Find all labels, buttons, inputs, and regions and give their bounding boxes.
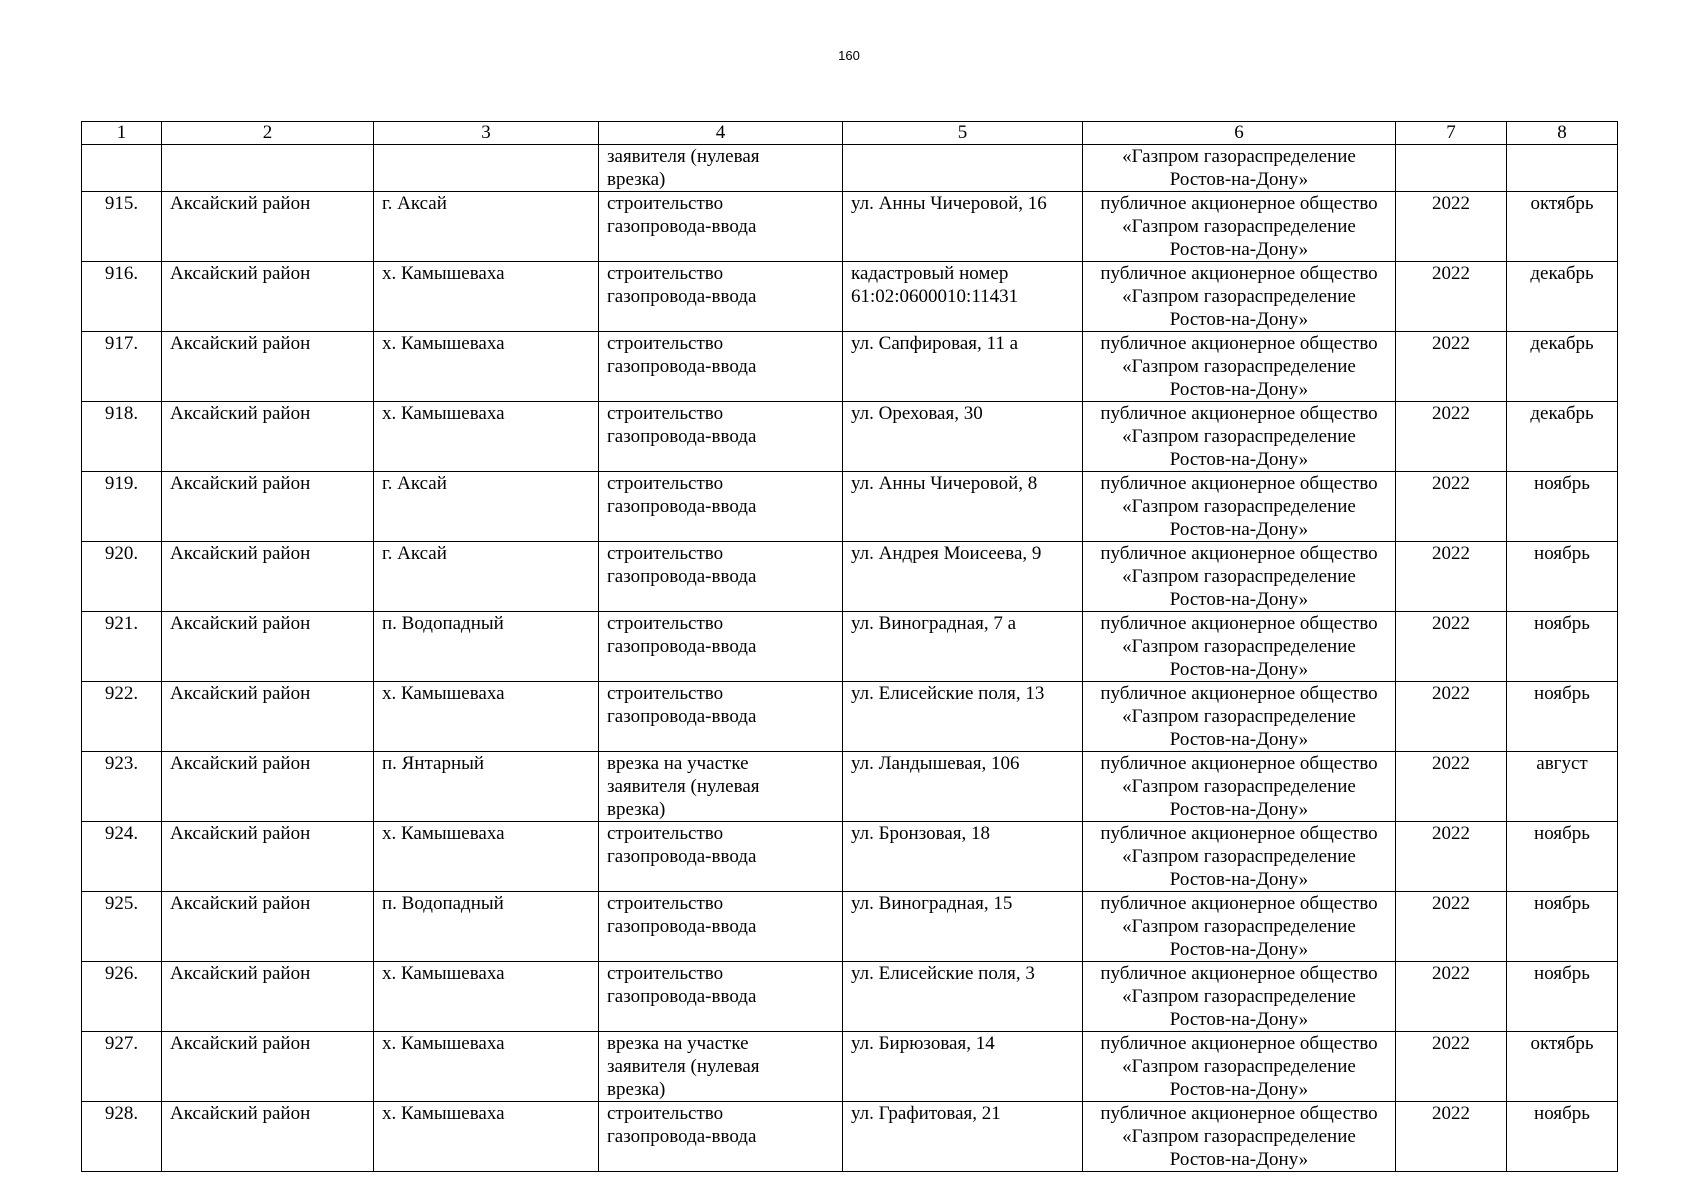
cell-settlement: п. Водопадный [374,892,599,962]
cell-year: 2022 [1396,542,1507,612]
cell-year: 2022 [1396,822,1507,892]
cell-year: 2022 [1396,962,1507,1032]
org-line: публичное акционерное общество [1100,753,1378,774]
column-header: 7 [1396,122,1507,145]
cell-district [162,145,374,192]
cell-work [599,262,843,332]
cell-month: ноябрь [1507,472,1618,542]
org-line: публичное акционерное общество [1100,403,1378,424]
work-line: заявителя (нулевая [607,146,760,167]
work-line: строительство [607,683,724,704]
cell-settlement [374,145,599,192]
cell-month: декабрь [1507,402,1618,472]
org-line: публичное акционерное общество [1100,263,1378,284]
org-line: Ростов-на-Дону» [1169,729,1309,750]
org-line: Ростов-на-Дону» [1169,1079,1309,1100]
cell-district: Аксайский район [162,752,374,822]
cell-organization [1083,332,1396,402]
work-line: врезка) [607,169,666,190]
org-line: Ростов-на-Дону» [1169,1149,1309,1170]
work-line: строительство [607,263,724,284]
work-line: строительство [607,613,724,634]
cell-address [843,962,1083,1032]
cell-work [599,1032,843,1102]
address-line: ул. Елисейские поля, 3 [851,963,1035,984]
cell-year: 2022 [1396,1102,1507,1172]
cell-work [599,472,843,542]
cell-num: 923. [82,752,162,822]
cell-year: 2022 [1396,682,1507,752]
table-row [82,682,1618,752]
cell-settlement: х. Камышеваха [374,402,599,472]
table-row [82,472,1618,542]
cell-num: 927. [82,1032,162,1102]
cell-address [843,822,1083,892]
cell-month: декабрь [1507,332,1618,402]
work-line: газопровода-ввода [607,216,757,237]
table-row [82,402,1618,472]
cell-organization [1083,682,1396,752]
cell-settlement: х. Камышеваха [374,822,599,892]
cell-address [843,752,1083,822]
cell-settlement: г. Аксай [374,542,599,612]
table-row [82,332,1618,402]
cell-district: Аксайский район [162,1102,374,1172]
cell-month: ноябрь [1507,612,1618,682]
cell-district: Аксайский район [162,612,374,682]
address-line: ул. Бронзовая, 18 [851,823,991,844]
column-header: 5 [843,122,1083,145]
cell-month: ноябрь [1507,822,1618,892]
cell-organization [1083,892,1396,962]
address-line: ул. Сапфировая, 11 а [851,333,1019,354]
org-line: «Газпром газораспределение [1122,426,1356,447]
cell-organization [1083,542,1396,612]
cell-district: Аксайский район [162,402,374,472]
cell-num: 915. [82,192,162,262]
org-line: Ростов-на-Дону» [1169,659,1309,680]
work-line: газопровода-ввода [607,706,757,727]
org-line: публичное акционерное общество [1100,473,1378,494]
register-table [81,121,1618,1172]
org-line: Ростов-на-Дону» [1169,519,1309,540]
cell-organization [1083,472,1396,542]
org-line: Ростов-на-Дону» [1169,239,1309,260]
org-line: Ростов-на-Дону» [1169,169,1309,190]
address-line: 61:02:0600010:11431 [851,286,1019,307]
address-line: ул. Виноградная, 7 а [851,613,1017,634]
cell-num: 924. [82,822,162,892]
table-row [82,542,1618,612]
cell-organization [1083,752,1396,822]
address-line: ул. Ландышевая, 106 [851,753,1020,774]
cell-num: 916. [82,262,162,332]
work-line: врезка) [607,799,666,820]
cell-month: ноябрь [1507,1102,1618,1172]
column-header: 6 [1083,122,1396,145]
cell-address [843,472,1083,542]
cell-month: ноябрь [1507,962,1618,1032]
table-row [82,1032,1618,1102]
address-line: ул. Елисейские поля, 13 [851,683,1045,704]
cell-year: 2022 [1396,192,1507,262]
cell-month: декабрь [1507,262,1618,332]
cell-year: 2022 [1396,332,1507,402]
org-line: публичное акционерное общество [1100,543,1378,564]
cell-address [843,402,1083,472]
cell-organization [1083,192,1396,262]
column-header: 1 [82,122,162,145]
work-line: строительство [607,473,724,494]
work-line: строительство [607,963,724,984]
org-line: Ростов-на-Дону» [1169,799,1309,820]
cell-settlement: х. Камышеваха [374,262,599,332]
work-line: газопровода-ввода [607,846,757,867]
table-row [82,612,1618,682]
address-line: ул. Графитовая, 21 [851,1103,1001,1124]
cell-address [843,262,1083,332]
cell-organization [1083,145,1396,192]
cell-year: 2022 [1396,892,1507,962]
cell-district: Аксайский район [162,472,374,542]
cell-work [599,892,843,962]
work-line: газопровода-ввода [607,356,757,377]
column-header: 2 [162,122,374,145]
address-line: ул. Виноградная, 15 [851,893,1013,914]
cell-num: 917. [82,332,162,402]
org-line: публичное акционерное общество [1100,1103,1378,1124]
cell-num: 928. [82,1102,162,1172]
table-row [82,892,1618,962]
cell-num [82,145,162,192]
cell-organization [1083,262,1396,332]
org-line: «Газпром газораспределение [1122,1126,1356,1147]
org-line: публичное акционерное общество [1100,963,1378,984]
cell-num: 922. [82,682,162,752]
org-line: публичное акционерное общество [1100,613,1378,634]
table-row [82,1102,1618,1172]
work-line: газопровода-ввода [607,636,757,657]
cell-district: Аксайский район [162,192,374,262]
cell-address [843,892,1083,962]
work-line: газопровода-ввода [607,566,757,587]
work-line: газопровода-ввода [607,286,757,307]
cell-settlement: г. Аксай [374,472,599,542]
cell-year [1396,145,1507,192]
cell-year: 2022 [1396,752,1507,822]
cell-work [599,962,843,1032]
cell-district: Аксайский район [162,542,374,612]
table-row [82,822,1618,892]
cell-year: 2022 [1396,262,1507,332]
cell-work [599,192,843,262]
cell-num: 919. [82,472,162,542]
cell-settlement: п. Водопадный [374,612,599,682]
org-line: «Газпром газораспределение [1122,846,1356,867]
org-line: «Газпром газораспределение [1122,216,1356,237]
cell-year: 2022 [1396,612,1507,682]
cell-num: 925. [82,892,162,962]
cell-district: Аксайский район [162,262,374,332]
work-line: строительство [607,893,724,914]
org-line: «Газпром газораспределение [1122,776,1356,797]
cell-month: август [1507,752,1618,822]
cell-year: 2022 [1396,1032,1507,1102]
work-line: строительство [607,1103,724,1124]
org-line: «Газпром газораспределение [1122,496,1356,517]
cell-settlement: х. Камышеваха [374,1032,599,1102]
org-line: «Газпром газораспределение [1122,356,1356,377]
address-line: ул. Анны Чичеровой, 16 [851,193,1047,214]
cell-month: ноябрь [1507,542,1618,612]
work-line: газопровода-ввода [607,916,757,937]
org-line: «Газпром газораспределение [1122,706,1356,727]
cell-work [599,682,843,752]
org-line: публичное акционерное общество [1100,1033,1378,1054]
work-line: газопровода-ввода [607,496,757,517]
cell-district: Аксайский район [162,822,374,892]
cell-work [599,1102,843,1172]
cell-district: Аксайский район [162,1032,374,1102]
table-row [82,192,1618,262]
work-line: строительство [607,543,724,564]
cell-address [843,192,1083,262]
table-row [82,262,1618,332]
cell-organization [1083,962,1396,1032]
cell-organization [1083,402,1396,472]
org-line: публичное акционерное общество [1100,823,1378,844]
header-row [82,122,1618,145]
cell-work [599,612,843,682]
cell-address [843,1102,1083,1172]
org-line: Ростов-на-Дону» [1169,589,1309,610]
work-line: строительство [607,193,724,214]
table-row [82,962,1618,1032]
cell-year: 2022 [1396,472,1507,542]
cell-settlement: г. Аксай [374,192,599,262]
work-line: заявителя (нулевая [607,776,760,797]
work-line: врезка на участке [607,1033,749,1054]
org-line: «Газпром газораспределение [1122,286,1356,307]
cell-district: Аксайский район [162,332,374,402]
address-line: ул. Бирюзовая, 14 [851,1033,995,1054]
address-line: кадастровый номер [851,263,1009,284]
org-line: «Газпром газораспределение [1122,566,1356,587]
address-line: ул. Ореховая, 30 [851,403,983,424]
cell-organization [1083,1102,1396,1172]
org-line: «Газпром газораспределение [1122,916,1356,937]
cell-month: октябрь [1507,1032,1618,1102]
org-line: «Газпром газораспределение [1122,1056,1356,1077]
cell-work [599,332,843,402]
cell-address [843,1032,1083,1102]
cell-settlement: х. Камышеваха [374,332,599,402]
cell-num: 918. [82,402,162,472]
cell-month: ноябрь [1507,682,1618,752]
cell-work [599,402,843,472]
org-line: публичное акционерное общество [1100,683,1378,704]
address-line: ул. Андрея Моисеева, 9 [851,543,1042,564]
cell-num: 926. [82,962,162,1032]
org-line: «Газпром газораспределение [1122,636,1356,657]
cell-district: Аксайский район [162,892,374,962]
column-header: 8 [1507,122,1618,145]
org-line: «Газпром газораспределение [1122,986,1356,1007]
cell-work [599,145,843,192]
cell-address [843,612,1083,682]
work-line: газопровода-ввода [607,426,757,447]
work-line: газопровода-ввода [607,986,757,1007]
work-line: заявителя (нулевая [607,1056,760,1077]
cell-organization [1083,1032,1396,1102]
column-header: 4 [599,122,843,145]
cell-address [843,332,1083,402]
org-line: Ростов-на-Дону» [1169,939,1309,960]
cell-address [843,682,1083,752]
cell-month [1507,145,1618,192]
work-line: врезка на участке [607,753,749,774]
cell-organization [1083,612,1396,682]
cell-month: ноябрь [1507,892,1618,962]
page-number: 160 [838,48,860,63]
org-line: публичное акционерное общество [1100,893,1378,914]
cell-district: Аксайский район [162,962,374,1032]
cell-year: 2022 [1396,402,1507,472]
cell-work [599,752,843,822]
cell-settlement: х. Камышеваха [374,1102,599,1172]
cell-month: октябрь [1507,192,1618,262]
org-line: Ростов-на-Дону» [1169,869,1309,890]
address-line: ул. Анны Чичеровой, 8 [851,473,1038,494]
cell-settlement: п. Янтарный [374,752,599,822]
work-line: газопровода-ввода [607,1126,757,1147]
cell-num: 921. [82,612,162,682]
cell-address [843,145,1083,192]
work-line: строительство [607,333,724,354]
continuation-row [82,145,1618,192]
work-line: строительство [607,403,724,424]
org-line: Ростов-на-Дону» [1169,1009,1309,1030]
org-line: «Газпром газораспределение [1122,146,1356,167]
column-header: 3 [374,122,599,145]
work-line: врезка) [607,1079,666,1100]
cell-work [599,822,843,892]
table-row [82,752,1618,822]
work-line: строительство [607,823,724,844]
cell-district: Аксайский район [162,682,374,752]
cell-settlement: х. Камышеваха [374,682,599,752]
cell-settlement: х. Камышеваха [374,962,599,1032]
org-line: публичное акционерное общество [1100,333,1378,354]
org-line: Ростов-на-Дону» [1169,449,1309,470]
cell-address [843,542,1083,612]
cell-work [599,542,843,612]
org-line: публичное акционерное общество [1100,193,1378,214]
org-line: Ростов-на-Дону» [1169,379,1309,400]
cell-num: 920. [82,542,162,612]
org-line: Ростов-на-Дону» [1169,309,1309,330]
cell-organization [1083,822,1396,892]
